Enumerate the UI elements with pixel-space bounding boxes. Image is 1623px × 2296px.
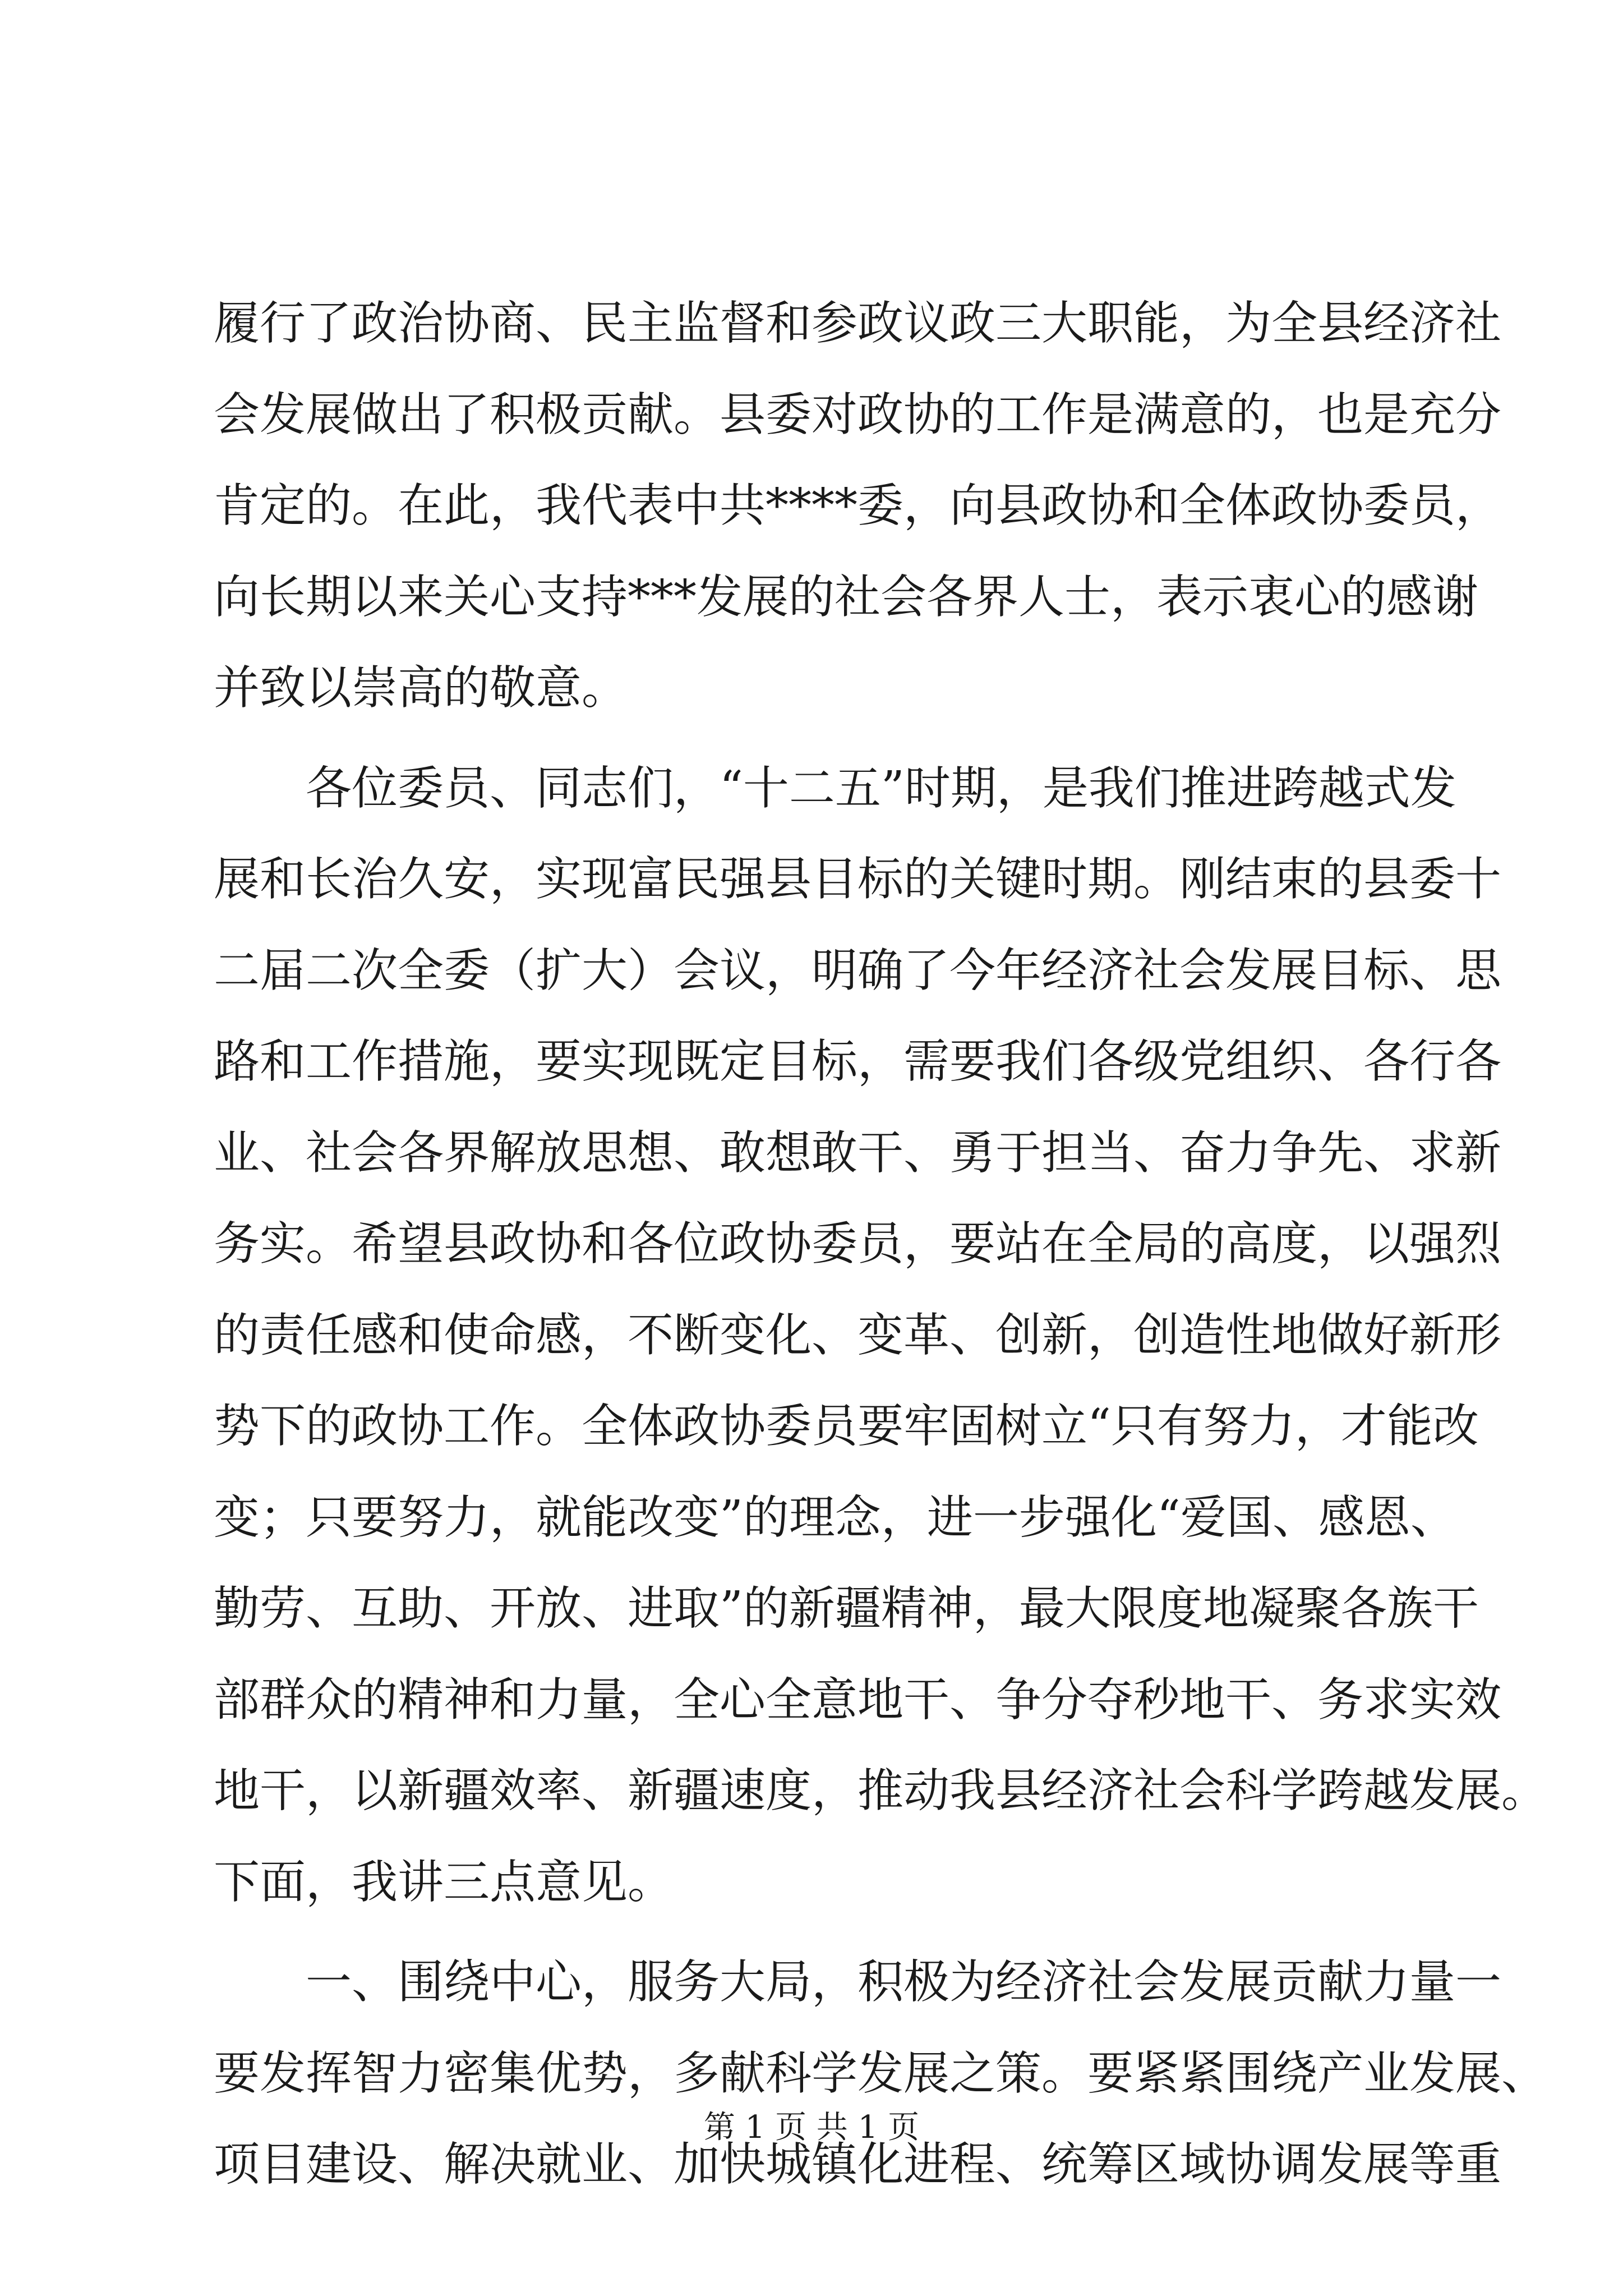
text-line: 部群众的精神和力量，全心全意地干、争分夺秒地干、务求实效 (214, 1673, 1502, 1727)
text-line: 势下的政协工作。全体政协委员要牢固树立“只有努力，才能改 (214, 1400, 1479, 1453)
text-line: 下面，我讲三点意见。 (214, 1855, 674, 1909)
text-line: 业、社会各界解放思想、敢想敢干、勇于担当、奋力争先、求新 (214, 1126, 1502, 1180)
text-line: 二届二次全委（扩大）会议，明确了今年经济社会发展目标、思 (214, 944, 1502, 997)
text-line: 一、围绕中心，服务大局，积极为经济社会发展贡献力量一 (306, 1955, 1502, 2009)
text-line: 履行了政治协商、民主监督和参政议政三大职能，为全县经济社 (214, 297, 1502, 350)
text-line: 肯定的。在此，我代表中共****委，向县政协和全体政协委员， (214, 479, 1502, 532)
page-number-footer: 第 1 页 共 1 页 (703, 2109, 920, 2146)
paragraph (214, 278, 1502, 734)
text-line: 会发展做出了积极贡献。县委对政协的工作是满意的，也是充分 (214, 388, 1502, 441)
paragraph (214, 1937, 1548, 2211)
text-line: 务实。希望县政协和各位政协委员，要站在全局的高度，以强烈 (214, 1217, 1502, 1271)
text-line: 向长期以来关心支持***发展的社会各界人士，表示衷心的感谢 (214, 570, 1479, 624)
document-body (214, 278, 1548, 2211)
text-line: 变；只要努力，就能改变”的理念，进一步强化“爱国、感恩、 (214, 1490, 1456, 1544)
text-line: 并致以崇高的敬意。 (214, 661, 628, 715)
text-line: 项目建设、解决就业、加快城镇化进程、统筹区域协调发展等重 (214, 2138, 1502, 2191)
text-line: 勤劳、互助、开放、进取”的新疆精神，最大限度地凝聚各族干 (214, 1582, 1479, 1635)
text-line: 要发挥智力密集优势，多献科学发展之策。要紧紧围绕产业发展、 (214, 2046, 1548, 2100)
text-line: 路和工作措施，要实现既定目标，需要我们各级党组织、各行各 (214, 1035, 1502, 1088)
text-line: 各位委员、同志们，“十二五”时期，是我们推进跨越式发 (306, 761, 1456, 815)
text-line: 的责任感和使命感，不断变化、变革、创新，创造性地做好新形 (214, 1308, 1502, 1362)
text-line: 地干，以新疆效率、新疆速度，推动我县经济社会科学跨越发展。 (214, 1764, 1548, 1818)
text-line: 展和长治久安，实现富民强县目标的关键时期。刚结束的县委十 (214, 853, 1502, 906)
paragraph (214, 743, 1548, 1929)
